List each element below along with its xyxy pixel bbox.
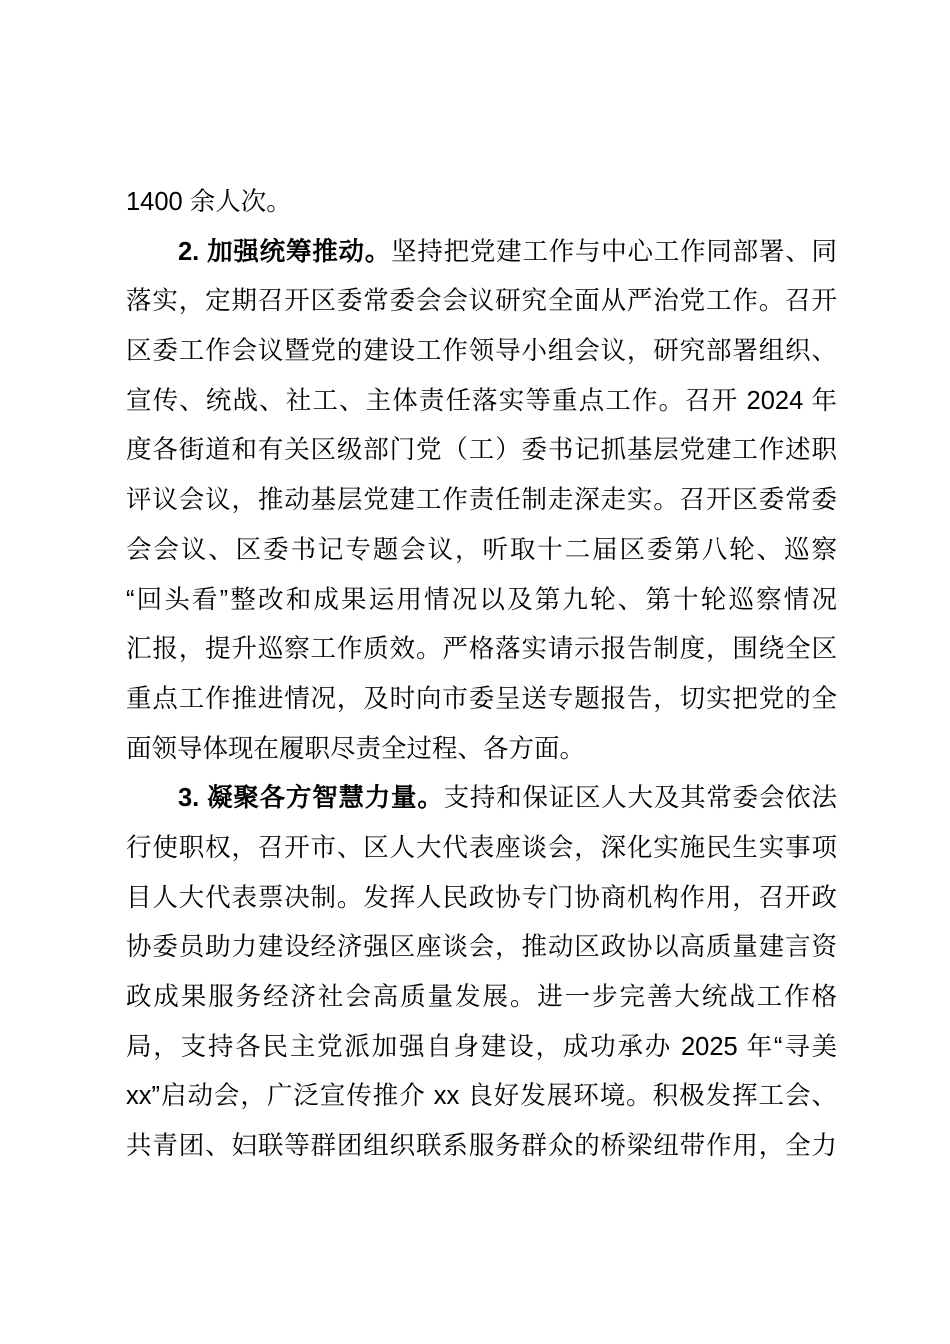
text-line (126, 1122, 837, 1172)
line-text: “回头看”整改和成果运用情况以及第九轮、第十轮巡察情况 (126, 585, 837, 614)
line-text: 评议会议，推动基层党建工作责任制走深走实。召开区委常委 (126, 486, 837, 515)
text-line (126, 426, 837, 476)
paragraph-end-line (126, 725, 837, 775)
text-line (126, 675, 837, 725)
line-text: 目人大代表票决制。发挥人民政协专门协商机构作用，召开政 (126, 883, 837, 912)
line-text: xx”启动会，广泛宣传推介 xx 良好发展环境。积极发挥工会、 (126, 1082, 837, 1111)
text-line (126, 874, 837, 924)
line-text: 汇报，提升巡察工作质效。严格落实请示报告制度，围绕全区 (126, 635, 837, 664)
line-text: 度各街道和有关区级部门党（工）委书记抓基层党建工作述职 (126, 436, 837, 465)
line-text: 共青团、妇联等群团组织联系服务群众的桥梁纽带作用，全力 (126, 1132, 837, 1161)
line-text: 支持和保证区人大及其常委会依法 (443, 784, 837, 813)
text-line (126, 327, 837, 377)
paragraph-start-line (126, 228, 837, 278)
text-line (126, 1072, 837, 1122)
line-text: 重点工作推进情况，及时向市委呈送专题报告，切实把党的全 (126, 684, 837, 713)
line-text: 政成果服务经济社会高质量发展。进一步完善大统战工作格 (126, 983, 837, 1011)
line-text: 区委工作会议暨党的建设工作领导小组会议，研究部署组织、 (126, 337, 837, 366)
paragraph-number-heading: 2. 加强统筹推动。 (178, 237, 392, 266)
text-line (126, 178, 837, 228)
text-line (126, 1023, 837, 1073)
paragraph-start-line (126, 774, 837, 824)
text-line (126, 526, 837, 576)
paragraph-number-heading: 3. 凝聚各方智慧力量。 (178, 784, 444, 813)
text-line (126, 377, 837, 427)
line-text: 局，支持各民主党派加强自身建设，成功承办 2025 年“寻美 (126, 1032, 837, 1061)
text-line (126, 824, 837, 874)
text-line (126, 625, 837, 675)
line-text: 1400 余人次。 (126, 188, 292, 216)
line-text: 面领导体现在履职尽责全过程、各方面。 (126, 734, 586, 763)
line-text: 会会议、区委书记专题会议，听取十二届区委第八轮、巡察 (126, 535, 837, 564)
line-text: 宣传、统战、社工、主体责任落实等重点工作。召开 2024 年 (126, 386, 837, 415)
text-line (126, 923, 837, 973)
text-line (126, 277, 837, 327)
line-text: 坚持把党建工作与中心工作同部署、同 (391, 237, 837, 266)
text-line (126, 476, 837, 526)
line-text: 行使职权，召开市、区人大代表座谈会，深化实施民生实事项 (126, 833, 837, 862)
text-block (126, 178, 837, 1172)
text-line (126, 576, 837, 626)
text-line (126, 973, 837, 1023)
line-text: 落实，定期召开区委常委会会议研究全面从严治党工作。召开 (126, 287, 837, 316)
line-text: 协委员助力建设经济强区座谈会，推动区政协以高质量建言资 (126, 933, 837, 962)
